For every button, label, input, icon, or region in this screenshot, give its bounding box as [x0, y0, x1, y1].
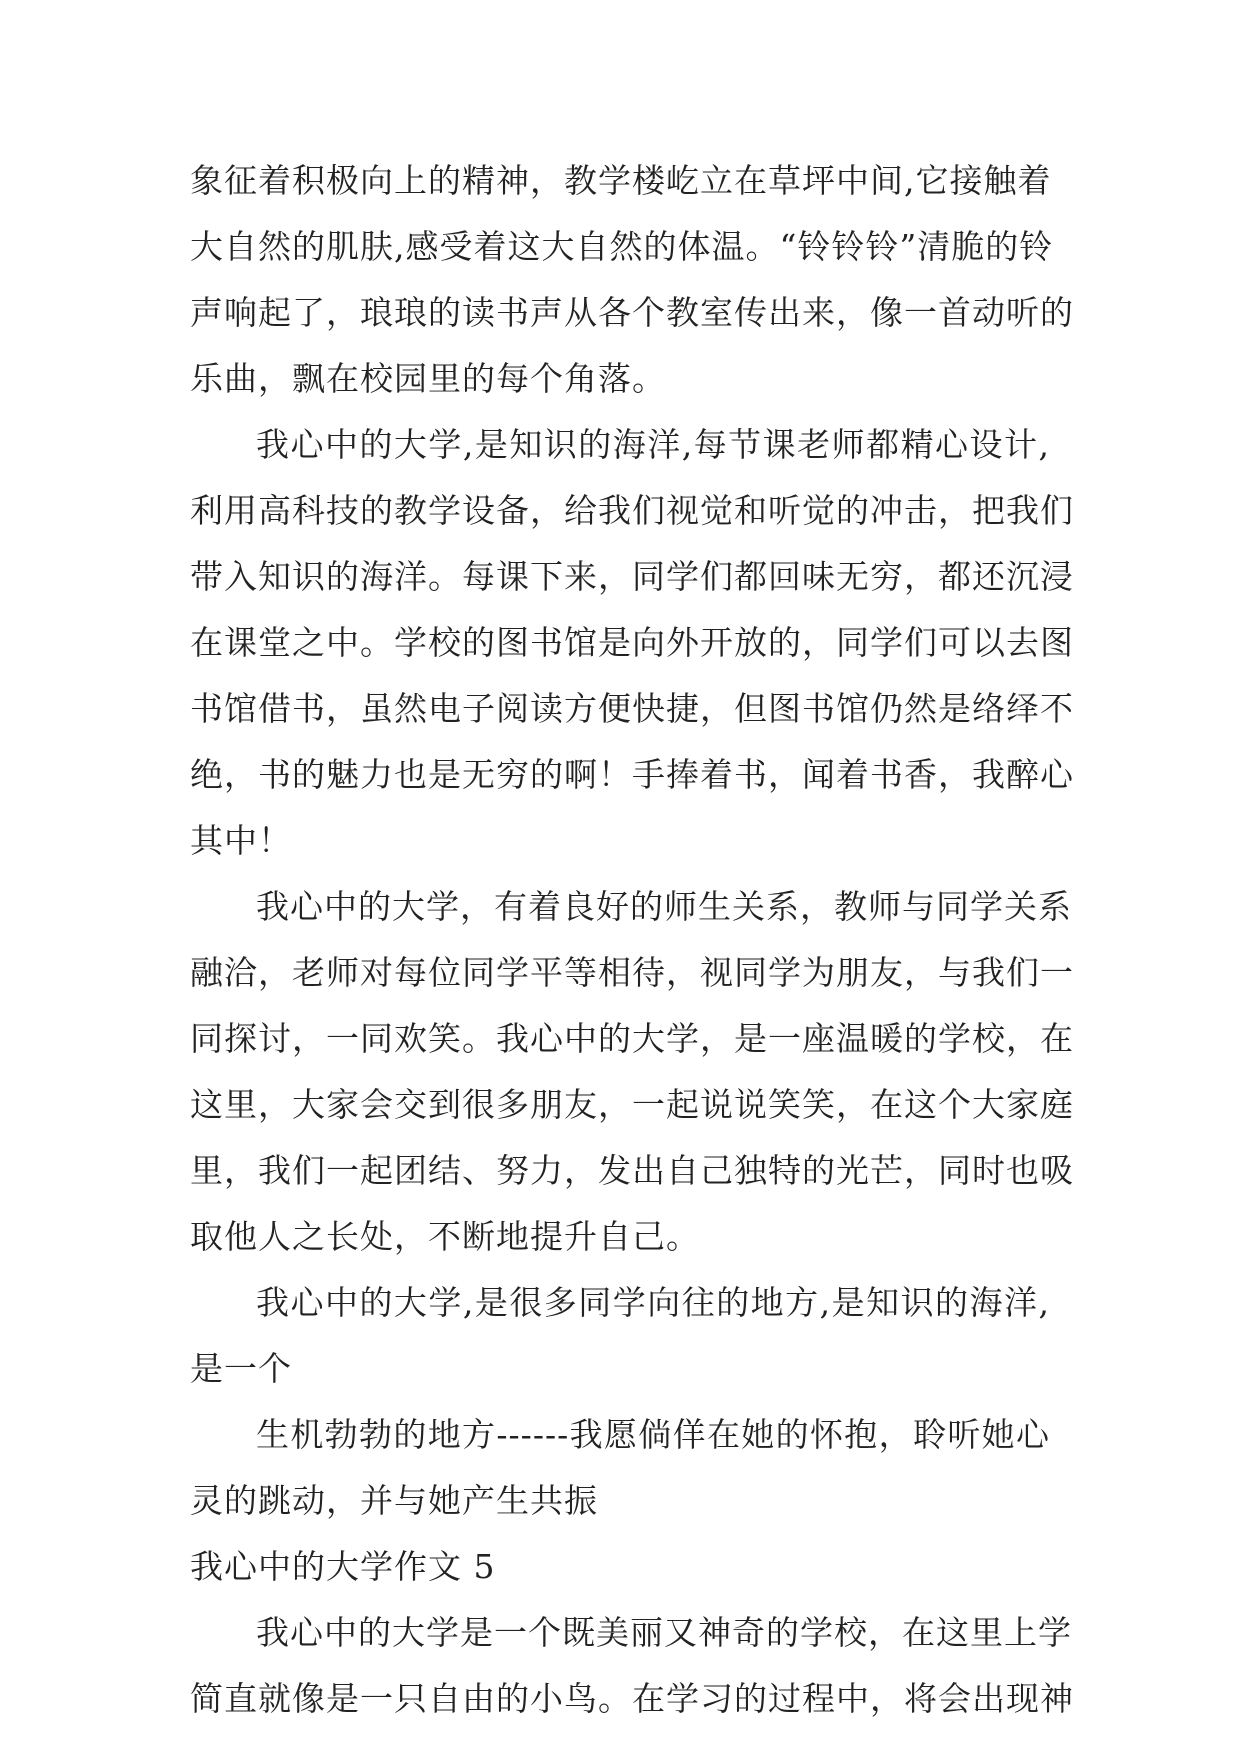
paragraph-first-line: 生机勃勃的地方------我愿倘佯在她的怀抱，聆听她心 [256, 1415, 1050, 1454]
document-body [190, 148, 1074, 1732]
paragraph-first-line: 我心中的大学,是知识的海洋,每节课老师都精心设计, [256, 425, 1050, 464]
text-line: 灵的跳动，并与她产生共振 [190, 1481, 598, 1520]
text-line: 在课堂之中。学校的图书馆是向外开放的，同学们可以去图 [190, 623, 1074, 662]
paragraph-first-line: 我心中的大学是一个既美丽又神奇的学校，在这里上学 [256, 1613, 1072, 1652]
section-heading: 我心中的大学作文 5 [190, 1547, 496, 1586]
text-line: 是一个 [190, 1349, 292, 1388]
text-line: 象征着积极向上的精神，教学楼屹立在草坪中间,它接触着 [190, 161, 1052, 200]
text-line: 这里，大家会交到很多朋友，一起说说笑笑，在这个大家庭 [190, 1085, 1074, 1124]
text-line: 声响起了，琅琅的读书声从各个教室传出来，像一首动听的 [190, 293, 1074, 332]
text-line: 大自然的肌肤,感受着这大自然的体温。“铃铃铃”清脆的铃 [190, 227, 1054, 266]
text-line: 绝，书的魅力也是无穷的啊！手捧着书，闻着书香，我醉心 [190, 755, 1074, 794]
text-line: 利用高科技的教学设备，给我们视觉和听觉的冲击，把我们 [190, 491, 1074, 530]
text-line: 简直就像是一只自由的小鸟。在学习的过程中，将会出现神 [190, 1679, 1074, 1718]
text-line: 其中！ [190, 821, 292, 860]
text-line: 乐曲，飘在校园里的每个角落。 [190, 359, 666, 398]
paragraph-first-line: 我心中的大学,是很多同学向往的地方,是知识的海洋, [256, 1283, 1050, 1322]
text-line: 里，我们一起团结、努力，发出自己独特的光芒，同时也吸 [190, 1151, 1074, 1190]
paragraph-first-line: 我心中的大学，有着良好的师生关系，教师与同学关系 [256, 887, 1072, 926]
text-line: 书馆借书，虽然电子阅读方便快捷，但图书馆仍然是络绎不 [190, 689, 1074, 728]
text-line: 带入知识的海洋。每课下来，同学们都回味无穷，都还沉浸 [190, 557, 1074, 596]
text-line: 融洽，老师对每位同学平等相待，视同学为朋友，与我们一 [190, 953, 1074, 992]
text-line: 同探讨，一同欢笑。我心中的大学，是一座温暖的学校，在 [190, 1019, 1074, 1058]
text-line: 取他人之长处，不断地提升自己。 [190, 1217, 700, 1256]
